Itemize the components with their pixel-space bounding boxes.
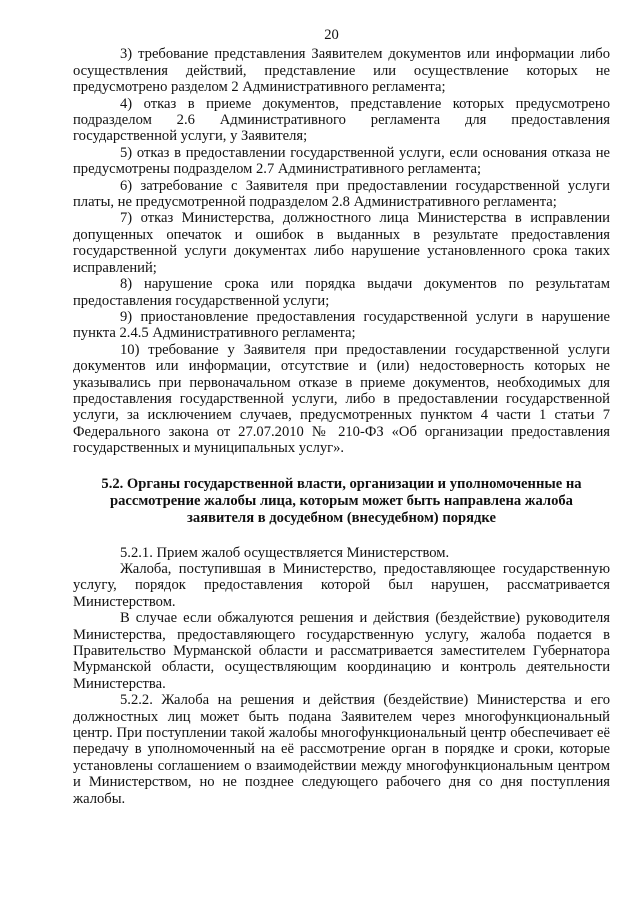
- list-item-3: 3) требование представления Заявителем документов или информации либо осуществления действий, представление или осуществление которых не предусмотрено разделом 2 Административного регламента;: [73, 46, 610, 96]
- list-item-8: 8) нарушение срока или порядка выдачи документов по результатам предоставления государственной услуги;: [73, 276, 610, 309]
- page-number: 20: [324, 27, 339, 43]
- paragraph-5-2-2: 5.2.2. Жалоба на решения и действия (бездействие) Министерства и его должностных лиц может быть подана Заявителем через многофункциональный центр. При поступлении такой жалобы многофункциональный центр обеспечивает её передачу в уполномоченный на её рассмотрение орган в порядке и сроки, которые установлены соглашением о взаимодействии между многофункциональным центром и Министерством, но не позднее следующего рабочего дня со дня поступления жалобы.: [73, 692, 610, 807]
- list-item-4: 4) отказ в приеме документов, представление которых предусмотрено подразделом 2.6 Административного регламента для предоставления государственной услуги, у Заявителя;: [73, 95, 610, 145]
- list-item-9: 9) приостановление предоставления государственной услуги в нарушение пункта 2.4.5 Административного регламента;: [73, 308, 610, 342]
- section-heading: 5.2. Органы государственной власти, организации и уполномоченные на рассмотрение жалобы лица, которым может быть направлена жалоба заявителя в досудебном (внесудебном) порядке: [101, 475, 582, 526]
- paragraph-5-2-1: 5.2.1. Прием жалоб осуществляется Министерством.: [120, 544, 450, 561]
- list-item-10: 10) требование у Заявителя при предоставлении государственной услуги документов или информации, отсутствие и (или) недостоверность которых не указывались при первоначальном отказе в приеме документов, необходимых для предоставления государственной услуги, либо в предоставлении государственной услуги, за исключением случаев, предусмотренных пунктом 4 части 1 статьи 7 Федерального закона от 27.07.2010 № 210-ФЗ «Об организации предоставления государственных и муниципальных услуг».: [73, 341, 610, 457]
- list-item-7: 7) отказ Министерства, должностного лица Министерства в исправлении допущенных опечаток и ошибок в выданных в результате предоставления государственной услуги документах либо нарушение установленного срока таких исправлений;: [73, 210, 610, 276]
- list-item-6: 6) затребование с Заявителя при предоставлении государственной услуги платы, не предусмотренной подразделом 2.8 Административного регламента;: [73, 177, 610, 211]
- paragraph-complaint-ministry: Жалоба, поступившая в Министерство, предоставляющее государственную услугу, порядок предоставления которой был нарушен, рассматривается Министерством.: [73, 560, 610, 610]
- list-item-5: 5) отказ в предоставлении государственной услуги, если основания отказа не предусмотрены подразделом 2.7 Административного регламента;: [73, 144, 610, 178]
- paragraph-complaint-head: В случае если обжалуются решения и действия (бездействие) руководителя Министерства, предоставляющего государственную услугу, жалоба подается в Правительство Мурманской области и рассматривается заместителем Губернатора Мурманской области, осуществляющим координацию и контроль деятельности Министерства.: [73, 610, 610, 692]
